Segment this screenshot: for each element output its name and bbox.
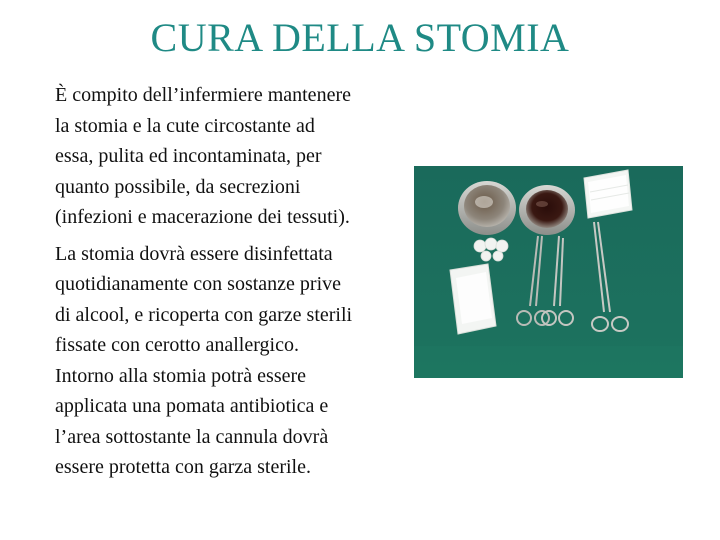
paragraph-2: La stomia dovrà essere disinfettata quotidianamente con sostanze prive di alcool, e ricoperta con garze sterili fissate con cerotto anallergico. Intorno alla stomia potrà essere applicata una pomata antibiotica e l’area sottostante la cannula dovrà essere protetta con garza sterile.	[55, 242, 353, 478]
medical-instruments-photo	[414, 166, 683, 378]
metal-bowl-left	[458, 181, 516, 235]
metal-bowl-right	[519, 185, 575, 235]
paragraph-1: È compito dell’infermiere mantenere la stomia e la cute circostante ad essa, pulita ed incontaminata, per quanto possibile, da secrezioni (infezioni e macerazione dei tessuti).	[55, 84, 351, 228]
gauze-stack	[584, 170, 632, 218]
medical-instruments-image	[414, 166, 683, 378]
gauze-pad	[450, 264, 496, 334]
slide-title: CURA DELLA STOMIA	[150, 15, 570, 60]
slide-body	[55, 80, 420, 483]
